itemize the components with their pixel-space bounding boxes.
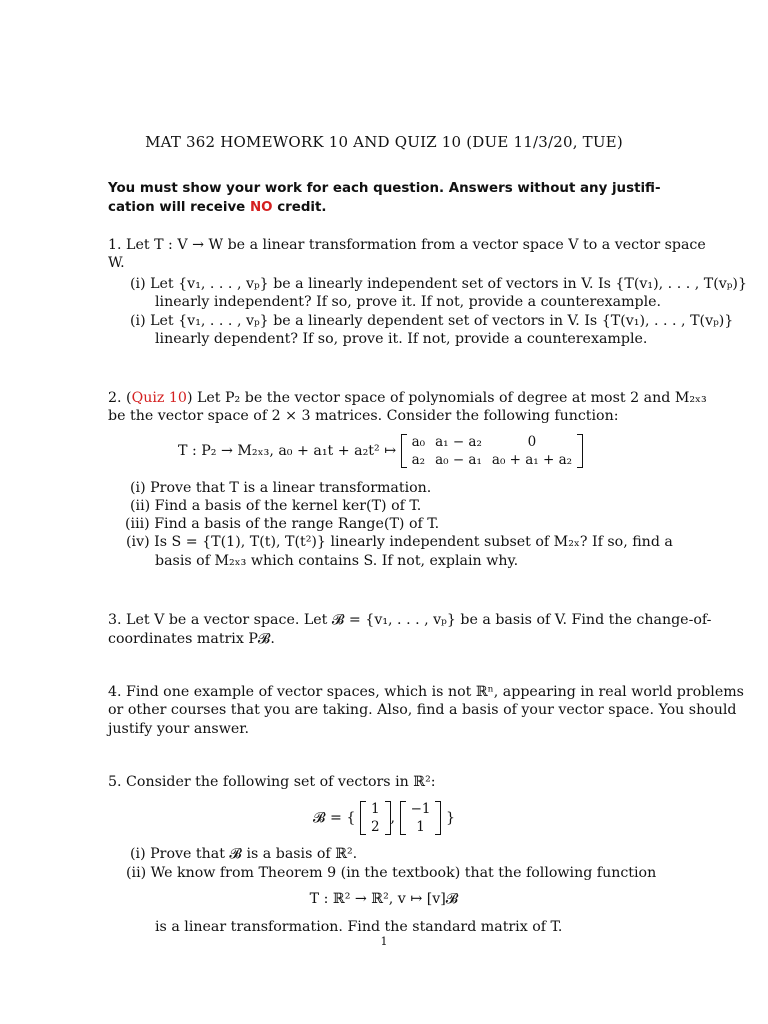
instructions-line-1: You must show your work for each question. Answers without any justifi- [108,181,661,196]
vector-entry: −1 [410,801,431,817]
q2-part-iii: (iii) Find a basis of the range Range(T) of T. [125,516,440,532]
q1-part-b-line-1: (i) Let {v₁, . . . , vₚ} be a linearly dependent set of vectors in V. Is {T(v₁), . . . , T(vₚ)} [130,313,734,329]
q1-line-2: W. [108,255,125,271]
q5-line-1: 5. Consider the following set of vectors in ℝ²: [108,774,436,790]
q5-formula: T : ℝ² → ℝ², v ↦ [v]𝓑 [309,891,459,907]
q3-line-2: coordinates matrix P𝓑. [108,631,275,647]
matrix-cell: a₀ − a₁ [435,452,482,468]
matrix-cell: a₂ [411,452,426,468]
quiz-label: Quiz 10 [131,390,187,406]
q1-part-a-line-1: (i) Let {v₁, . . . , vₚ} be a linearly independent set of vectors in V. Is {T(v₁), . . . , T(vₚ)} [130,276,747,292]
q2-formula [178,431,583,471]
q1-line-1: 1. Let T : V → W be a linear transformation from a vector space V to a vector space [108,237,706,253]
q2-part-i: (i) Prove that T is a linear transformation. [130,480,432,496]
q5-basis-rhs: } [445,810,456,826]
matrix-cell: 0 [527,434,537,450]
q5-basis [0,798,768,838]
q4-line-1: 4. Find one example of vector spaces, which is not ℝⁿ, appearing in real world problems [108,684,744,700]
vector-entry: 1 [416,819,425,835]
q4-line-3: justify your answer. [108,721,249,737]
q2-line-1: 2. (Quiz 10) Let P₂ be the vector space of polynomials of degree at most 2 and M₂ₓ₃ [108,390,707,406]
q5-basis-lhs: 𝓑 = { [312,810,356,826]
page-number: 1 [380,935,388,948]
q5-part-ii: (ii) We know from Theorem 9 (in the textbook) that the following function [126,865,657,881]
vector-entry: 2 [370,819,380,835]
q2-part-iv-line-1: (iv) Is S = {T(1), T(t), T(t²)} linearly independent subset of M₂ₓ? If so, find a [126,534,673,550]
q2-matrix [401,433,583,469]
page-title: MAT 362 HOMEWORK 10 AND QUIZ 10 (DUE 11/3/20, TUE) [145,133,623,151]
vector-entry: 1 [370,801,380,817]
q2-part-ii: (ii) Find a basis of the kernel ker(T) of T. [130,498,422,514]
q4-line-2: or other courses that you are taking. Also, find a basis of your vector space. You should [108,702,737,718]
q1-part-b-line-2: linearly dependent? If so, prove it. If not, provide a counterexample. [155,331,648,347]
instructions-line-2: cation will receive NO credit. [108,200,327,215]
matrix-cell: a₀ + a₁ + a₂ [491,452,573,468]
q5-part-i: (i) Prove that 𝓑 is a basis of ℝ². [130,846,358,862]
q5-vector-2 [400,800,442,836]
q2-formula-lhs: T : P₂ → M₂ₓ₃, a₀ + a₁t + a₂t² ↦ [178,443,397,459]
q2-part-iv-line-2: basis of M₂ₓ₃ which contains S. If not, explain why. [155,553,519,569]
q5-part-ii-end: is a linear transformation. Find the standard matrix of T. [155,919,563,935]
matrix-cell: a₀ [411,434,426,450]
no-credit-emphasis: NO [249,200,273,215]
q1-part-a-line-2: linearly independent? If so, prove it. If not, provide a counterexample. [155,294,662,310]
q5-basis-separator: , [390,810,396,826]
q3-line-1: 3. Let V be a vector space. Let 𝓑 = {v₁, . . . , vₚ} be a basis of V. Find the change-of- [108,612,712,628]
matrix-cell: a₁ − a₂ [435,434,482,450]
q2-line-2: be the vector space of 2 × 3 matrices. Consider the following function: [108,408,619,424]
q5-vector-1 [360,800,391,836]
